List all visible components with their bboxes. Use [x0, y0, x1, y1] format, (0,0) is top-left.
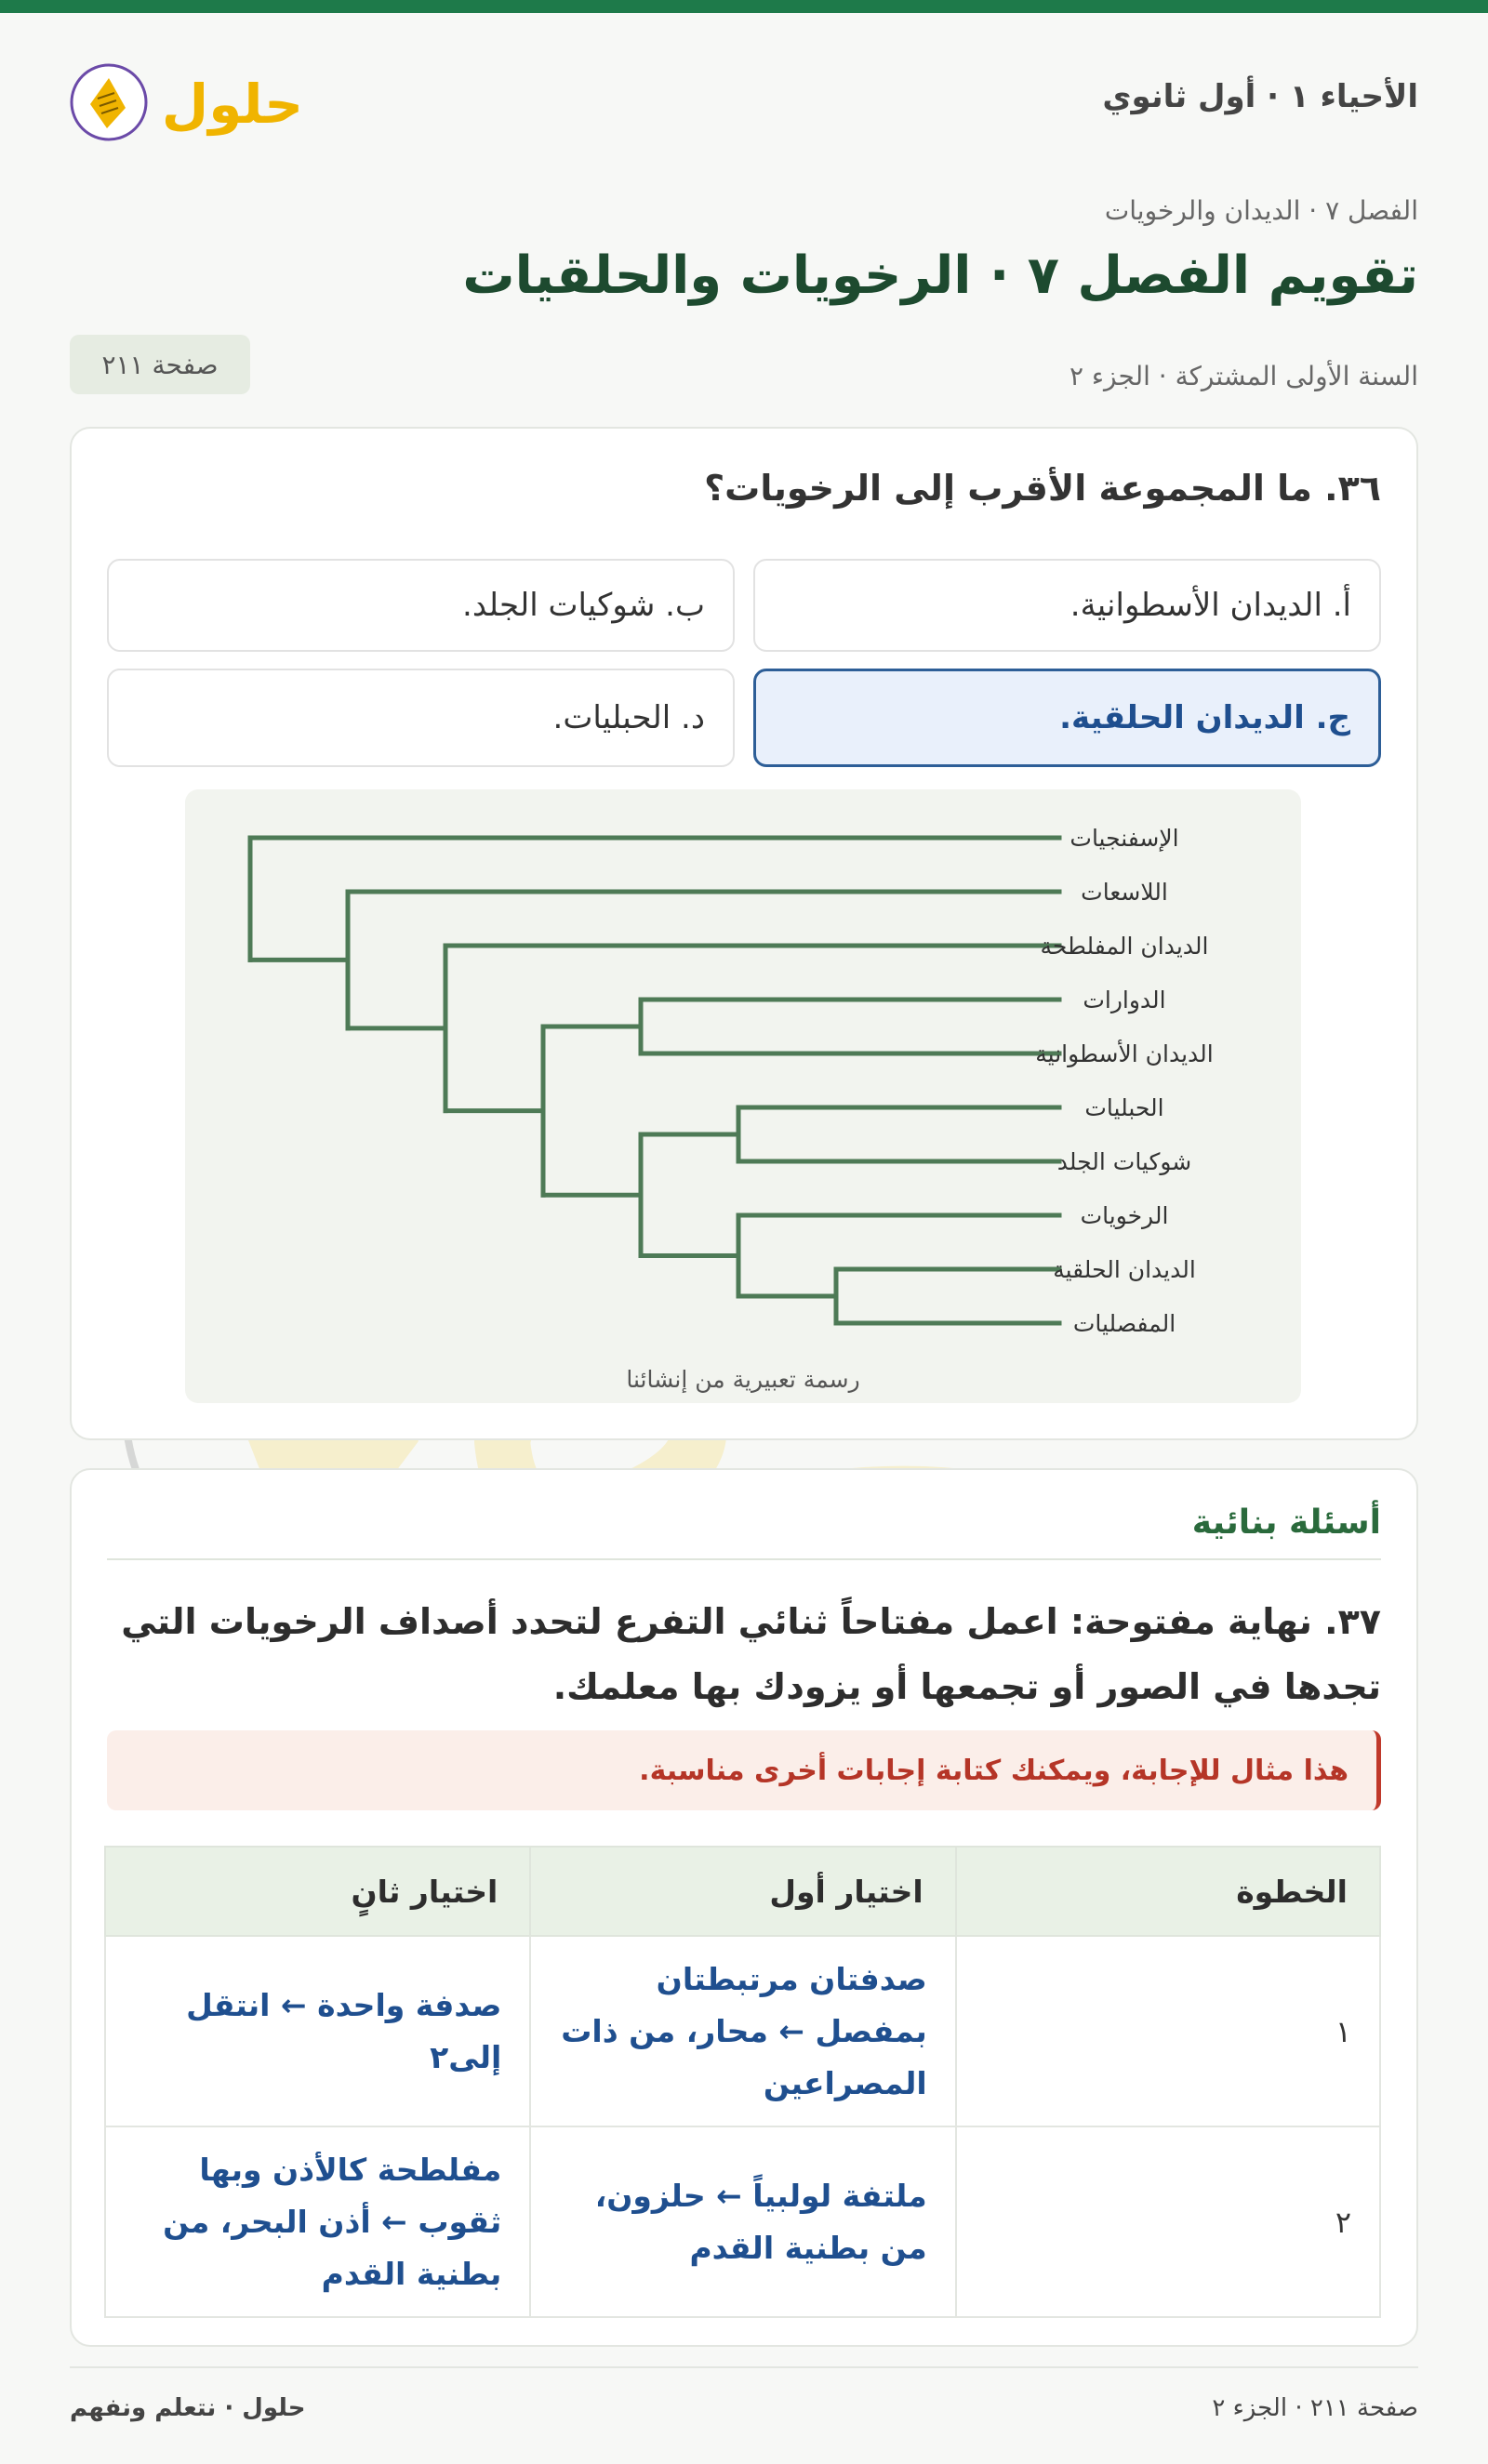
taxon-label: الديدان الحلقية	[1053, 1256, 1196, 1283]
taxon-label: شوكيات الجلد	[1056, 1148, 1192, 1175]
taxon-label: المفصليات	[1072, 1310, 1176, 1337]
footer-brand: حلول · نتعلم ونفهم	[70, 2394, 306, 2422]
book-part: السنة الأولى المشتركة · الجزء ٢	[1069, 361, 1418, 391]
figure-caption: رسمة تعبيرية من إنشائنا	[626, 1366, 860, 1393]
table-row	[105, 2126, 1380, 2317]
answer-note: هذا مثال للإجابة، ويمكنك كتابة إجابات أخرى مناسبة.	[107, 1730, 1381, 1810]
logo-icon	[70, 56, 312, 149]
header-step: الخطوة	[956, 1847, 1380, 1936]
footer-divider	[70, 2366, 1418, 2368]
second-choice-cell: صدفة واحدة ← انتقل إلى٢	[105, 1936, 530, 2126]
logo-text: حلول	[161, 73, 304, 136]
page-content	[70, 13, 1418, 2292]
header-second-choice: اختيار ثانٍ	[105, 1847, 530, 1936]
breadcrumb[interactable]: الفصل ٧ · الديدان والرخويات	[1104, 195, 1418, 226]
step-cell: ١	[956, 1936, 1380, 2126]
page-badge: صفحة ٢١١	[70, 335, 250, 394]
header	[70, 13, 1418, 152]
course-title: الأحياء ١ · أول ثانوي	[1102, 78, 1418, 115]
hulul-logo[interactable]	[70, 56, 312, 149]
section-divider	[107, 1558, 1381, 1560]
section-title: أسئلة بنائية	[1191, 1504, 1381, 1542]
dichotomous-key-table	[104, 1846, 1381, 2318]
header-first-choice: اختيار أول	[530, 1847, 955, 1936]
table-row	[105, 1936, 1380, 2126]
taxon-label: الإسفنجيات	[1070, 825, 1179, 852]
page-title: تقويم الفصل ٧ · الرخويات والحلقيات	[462, 245, 1418, 306]
table-header-row	[105, 1847, 1380, 1936]
taxon-label: الديدان الأسطوانية	[1035, 1040, 1214, 1067]
second-choice-cell: مفلطحة كالأذن وبها ثقوب ← أذن البحر، من بطنية القدم	[105, 2126, 530, 2317]
constructive-questions-card	[70, 1468, 1418, 2347]
cladogram-diagram	[185, 789, 1301, 1347]
taxon-label: الدوارات	[1083, 987, 1166, 1013]
question-36-card	[70, 427, 1418, 1440]
footer-page-info: صفحة ٢١١ · الجزء ٢	[1212, 2394, 1418, 2422]
step-cell: ٢	[956, 2126, 1380, 2317]
cladogram-figure	[185, 789, 1301, 1403]
taxon-label: الحبليات	[1084, 1094, 1164, 1121]
first-choice-cell: صدفتان مرتبطتان بمفصل ← محار، من ذات المصراعين	[530, 1936, 955, 2126]
question-36-text: ٣٦. ما المجموعة الأقرب إلى الرخويات؟	[704, 468, 1381, 509]
question-37-text: ٣٧. نهاية مفتوحة: اعمل مفتاحاً ثنائي التفرع لتحدد أصداف الرخويات التي تجدها في الصور أو تجمعها أو يزودك بها معلمك.	[121, 1601, 1381, 1707]
taxon-label: الديدان المفلطحة	[1040, 933, 1209, 960]
taxon-label: الرخويات	[1080, 1202, 1169, 1229]
option-d[interactable]: د. الحبليات.	[107, 669, 735, 767]
option-b[interactable]: ب. شوكيات الجلد.	[107, 559, 735, 652]
first-choice-cell: ملتفة لولبياً ← حلزون، من بطنية القدم	[530, 2126, 955, 2317]
taxon-label: اللاسعات	[1081, 879, 1168, 906]
option-c-selected[interactable]: ج. الديدان الحلقية.	[753, 669, 1381, 767]
option-a[interactable]: أ. الديدان الأسطوانية.	[753, 559, 1381, 652]
top-accent-bar	[0, 0, 1488, 13]
